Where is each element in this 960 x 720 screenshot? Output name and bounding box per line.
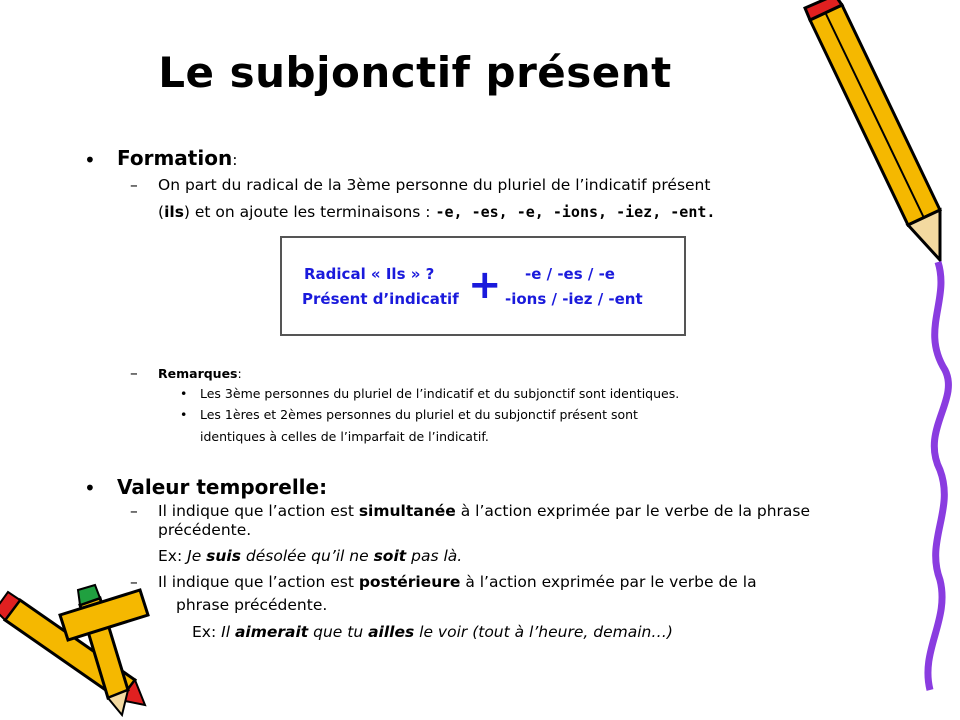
formation-heading	[117, 146, 237, 170]
text: désolée qu’il ne	[240, 547, 374, 565]
formation-line-2	[158, 203, 715, 221]
bullet: •	[180, 407, 188, 422]
dash: –	[130, 573, 138, 591]
dash: –	[130, 176, 138, 194]
text: Ex:	[192, 623, 222, 641]
dash: –	[130, 502, 138, 520]
text: Il indique que l’action est	[158, 502, 359, 520]
slide-title: Le subjonctif présent	[158, 48, 672, 97]
heading-text: Formation	[117, 146, 233, 170]
text-bold: ils	[164, 203, 184, 221]
pencils-illustration	[0, 580, 150, 720]
bullet: •	[180, 386, 188, 401]
colon: :	[237, 366, 242, 381]
box-left-1: Radical « Ils » ?	[304, 265, 435, 283]
text: à l’action exprimée par le verbe de la phrase	[455, 502, 811, 520]
text-bold: postérieure	[358, 573, 461, 591]
dash: –	[130, 364, 138, 382]
valeur-heading: Valeur temporelle:	[117, 475, 328, 499]
colon: :	[232, 151, 238, 169]
bullet: •	[84, 148, 96, 172]
text-bold: Remarques	[158, 366, 238, 381]
remarque-1: Les 3ème personnes du pluriel de l’indicatif et du subjonctif sont identiques.	[200, 386, 680, 401]
squiggle-line-icon	[928, 262, 949, 690]
text: pas là.	[406, 547, 463, 565]
text-bold: simultanée	[358, 502, 456, 520]
example-2	[192, 623, 673, 641]
valeur-line-2b: phrase précédente.	[176, 596, 328, 614]
text: le voir (tout à l’heure, demain…)	[414, 623, 673, 641]
box-right-2: -ions / -iez / -ent	[505, 290, 643, 308]
text: Je	[187, 547, 207, 565]
formation-line-1: On part du radical de la 3ème personne du pluriel de l’indicatif présent	[158, 176, 711, 194]
bullet: •	[84, 476, 96, 500]
pencil-squiggle-illustration	[780, 0, 960, 720]
remarque-2b: identiques à celles de l’imparfait de l’indicatif.	[200, 429, 489, 444]
pencil-icon	[805, 0, 940, 260]
text-bold: ailles	[368, 623, 415, 641]
text: Il indique que l’action est	[158, 573, 359, 591]
endings: -e, -es, -e, -ions, -iez, -ent.	[435, 203, 716, 221]
box-left-2: Présent d’indicatif	[302, 290, 459, 308]
box-right-1: -e / -es / -e	[525, 265, 615, 283]
text-bold: suis	[206, 547, 241, 565]
valeur-line-2	[158, 573, 757, 591]
text: (	[158, 203, 165, 221]
example-1	[158, 547, 462, 565]
remarque-2a: Les 1ères et 2èmes personnes du pluriel et du subjonctif présent sont	[200, 407, 638, 422]
text: que tu	[308, 623, 369, 641]
text: ) et on ajoute les terminaisons :	[183, 203, 436, 221]
plus-sign: +	[468, 262, 502, 308]
text: à l’action exprimée par le verbe de la	[460, 573, 757, 591]
valeur-line-1b: précédente.	[158, 521, 252, 539]
text: Il	[221, 623, 235, 641]
text: Ex:	[158, 547, 188, 565]
remarques-label	[158, 366, 242, 381]
text-bold: soit	[373, 547, 407, 565]
valeur-line-1	[158, 502, 810, 520]
text-bold: aimerait	[234, 623, 309, 641]
